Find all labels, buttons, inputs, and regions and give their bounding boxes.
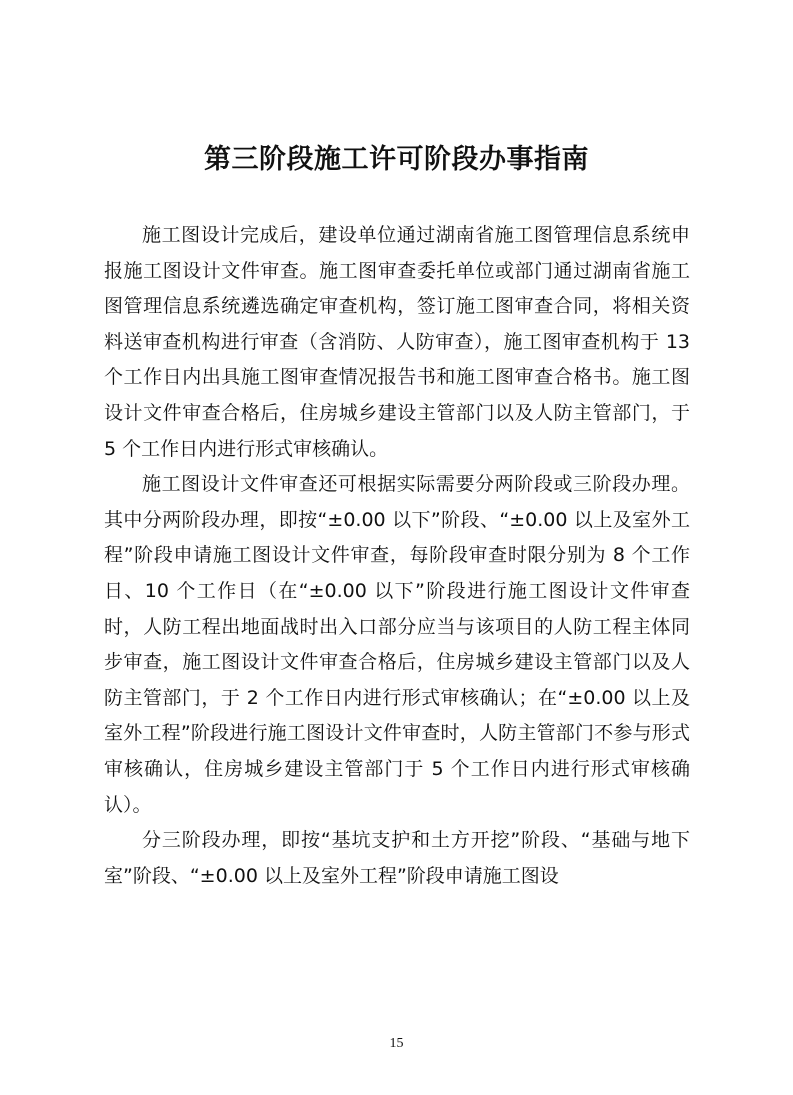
page-title: 第三阶段施工许可阶段办事指南 (204, 144, 589, 175)
paragraph-3: 分三阶段办理，即按“基坑支护和土方开挖”阶段、“基础与地下室”阶段、“±0.00 以上及室外工程”阶段申请施工图设 (104, 829, 690, 887)
paragraph-2: 施工图设计文件审查还可根据实际需要分两阶段或三阶段办理。其中分两阶段办理，即按“±0.00 以下”阶段、“±0.00 以上及室外工程”阶段申请施工图设计文件审查，每阶段审查时限分别为 8 个工作日、10 个工作日（在“±0.00 以下”阶段进行施工图设计文件审查时，人防工程出地面战时出入口部分应当与该项目的人防工程主体同步审查，施工图设计文件审查合格后，住房城乡建设主管部门以及人防主管部门，于 2 个工作日内进行形式审核确认；在“±0.00 以上及室外工程”阶段进行施工图设计文件审查时，人防主管部门不参与形式审核确认，住房城乡建设主管部门于 5 个工作日内进行形式审核确认）。 (104, 473, 690, 816)
body-text (104, 218, 690, 894)
paragraph-1: 施工图设计完成后，建设单位通过湖南省施工图管理信息系统申报施工图设计文件审查。施工图审查委托单位或部门通过湖南省施工图管理信息系统遴选确定审查机构，签订施工图审查合同，将相关资料送审查机构进行审查（含消防、人防审查），施工图审查机构于 13 个工作日内出具施工图审查情况报告书和施工图审查合格书。施工图设计文件审查合格后，住房城乡建设主管部门以及人防主管部门，于 5 个工作日内进行形式审核确认。 (104, 224, 690, 460)
page-number: 15 (389, 1036, 404, 1051)
